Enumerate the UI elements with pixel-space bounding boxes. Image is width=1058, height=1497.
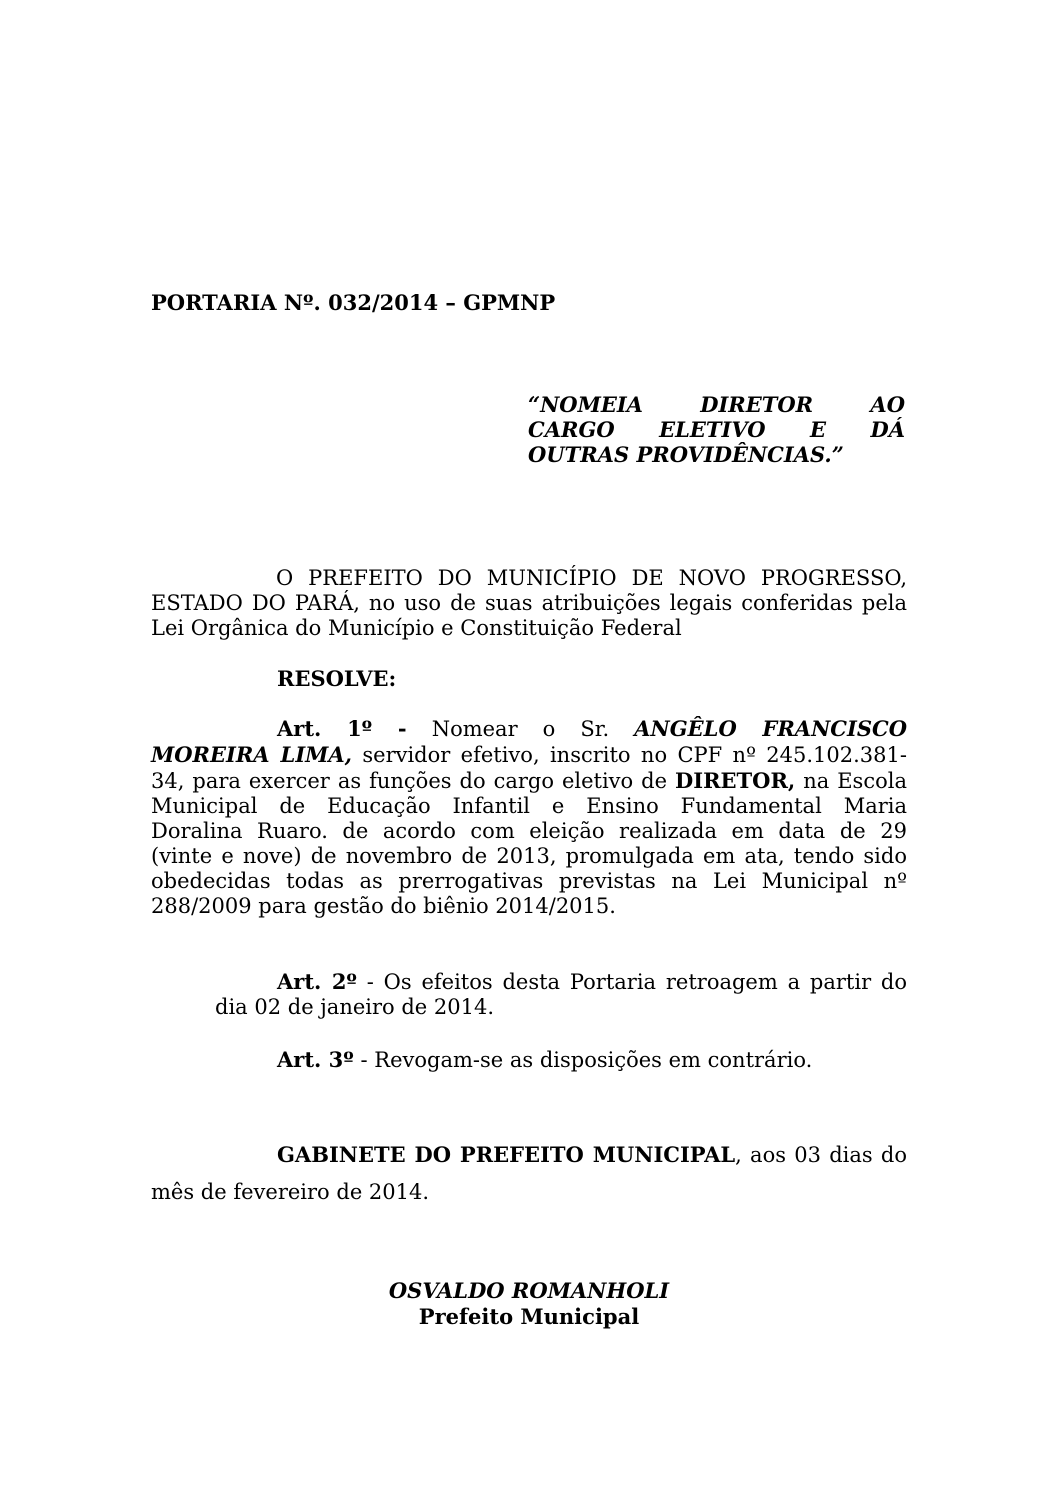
signatory-role: Prefeito Municipal — [418, 1304, 640, 1329]
article-1 — [151, 716, 907, 919]
article-3: Art. 3º - Revogam-se as disposições em contrário. — [277, 1047, 813, 1072]
article-2-label: Art. 2º — [277, 969, 357, 994]
article-2-line: dia 02 de janeiro de 2014. — [215, 995, 495, 1019]
preamble — [151, 566, 907, 641]
article-1-line: 34, para exercer as funções do cargo eletivo de DIRETOR, na Escola — [151, 768, 907, 793]
closing-date: mês de fevereiro de 2014. — [151, 1180, 430, 1204]
preamble-line: ESTADO DO PARÁ, no uso de suas atribuições legais conferidas pela — [151, 591, 907, 615]
appointee-name: MOREIRA LIMA, — [151, 742, 352, 767]
article-2-line: Art. 2º - Os efeitos desta Portaria retroagem a partir do — [277, 969, 907, 994]
document-title: PORTARIA Nº. 032/2014 – GPMNP — [151, 290, 556, 315]
article-1-label: Art. 1º - — [277, 716, 407, 741]
article-1-line: (vinte e nove) de novembro de 2013, promulgada em ata, tendo sido — [151, 844, 907, 868]
resolve-heading: RESOLVE: — [277, 666, 397, 691]
article-1-line: Doralina Ruaro. de acordo com eleição realizada em data de 29 — [151, 819, 907, 843]
article-1-line: obedecidas todas as prerrogativas previstas na Lei Municipal nº — [151, 869, 907, 893]
ementa-line: OUTRAS PROVIDÊNCIAS.” — [528, 442, 844, 467]
article-1-line: Art. 1º - Nomear o Sr. ANGÊLO FRANCISCO — [277, 716, 907, 741]
ementa-line: “NOMEIA DIRETOR AO — [528, 392, 905, 417]
ementa — [528, 392, 905, 467]
preamble-line: O PREFEITO DO MUNICÍPIO DE NOVO PROGRESSO, — [276, 566, 907, 590]
article-1-line: Municipal de Educação Infantil e Ensino Fundamental Maria — [151, 794, 907, 818]
closing-line: GABINETE DO PREFEITO MUNICIPAL, aos 03 dias do — [277, 1142, 907, 1167]
signatory-name: OSVALDO ROMANHOLI — [388, 1278, 670, 1303]
position-title: DIRETOR, — [675, 768, 796, 793]
article-3-label: Art. 3º — [277, 1047, 354, 1072]
article-2 — [215, 969, 907, 1020]
ementa-line: CARGO ELETIVO E DÁ — [528, 417, 905, 442]
article-1-line: MOREIRA LIMA, servidor efetivo, inscrito no CPF nº 245.102.381- — [151, 742, 907, 767]
appointee-name: ANGÊLO FRANCISCO — [634, 716, 907, 741]
cabinet-name: GABINETE DO PREFEITO MUNICIPAL — [277, 1142, 736, 1167]
article-1-line: 288/2009 para gestão do biênio 2014/2015. — [151, 894, 616, 918]
preamble-line: Lei Orgânica do Município e Constituição Federal — [151, 616, 682, 640]
